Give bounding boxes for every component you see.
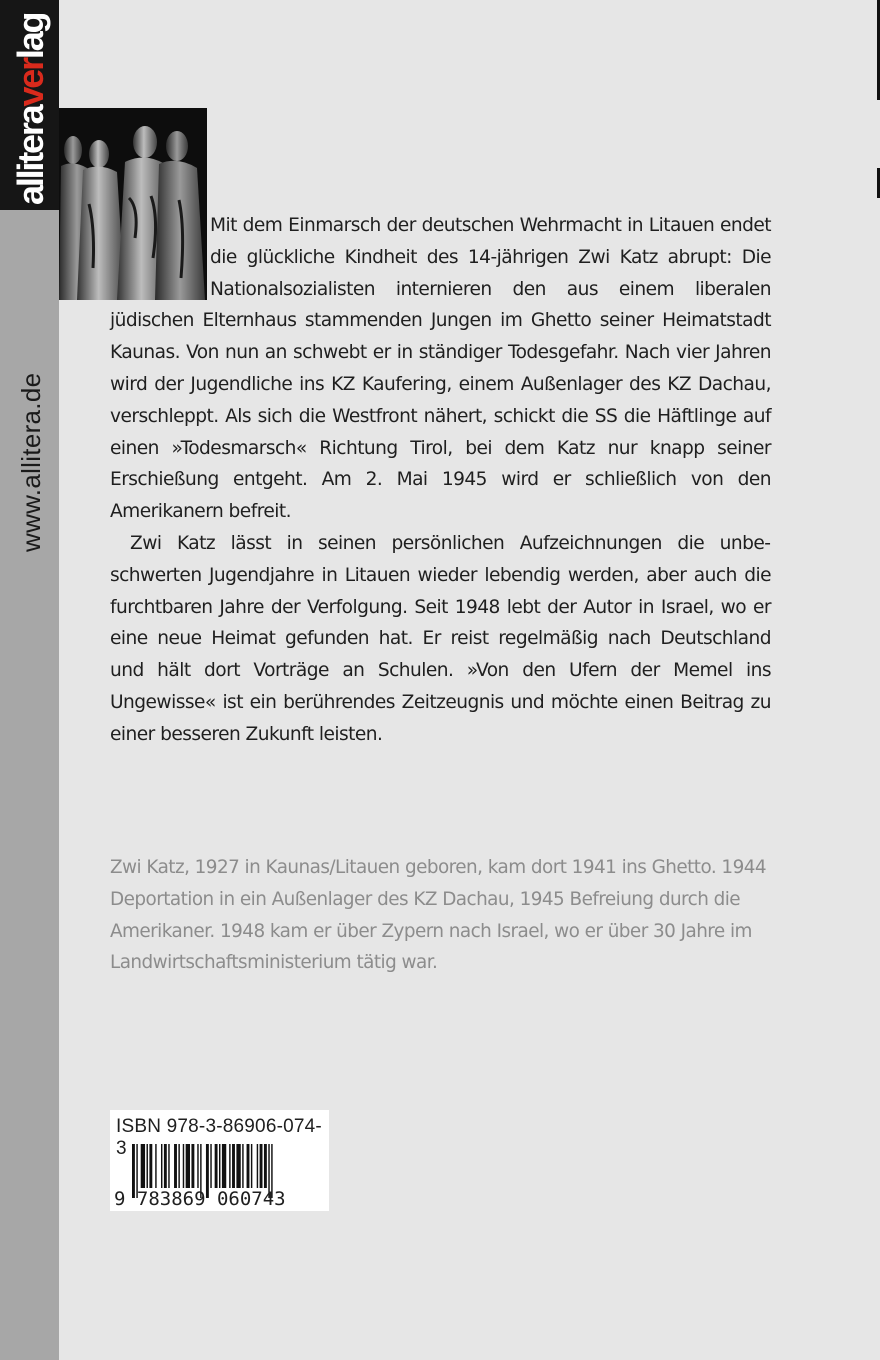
author-bio-text: Zwi Katz, 1927 in Kaunas/Litauen geboren, kam dort 1941 ins Ghetto. 1944 Deportation in ein Außenlager des KZ Dachau, 1945 Befreiung durch die Amerikaner. 1948 kam er über Zypern nach Israel, wo er über 30 Jahre im Landwirtschaftsministerium tätig war. (110, 857, 767, 974)
blurb-paragraph-2: Zwi Katz lässt in seinen persönlichen Aufzeichnungen die unbeschwerten Jugendjahre in Litauen wieder lebendig werden, aber auch die furchtbaren Jahre der Verfolgung. Seit 1948 lebt der Autor in Israel, wo er eine neue Heimat gefunden hat. Er reist regelmäßig nach Deutschland und hält dort Vorträge an Schulen. »Von den Ufern der Memel ins Ungewisse« ist ein berührendes Zeitzeugnis und möchte einen Beitrag zu einer besseren Zukunft leisten. (110, 532, 771, 745)
publisher-logo (0, 0, 59, 210)
isbn-barcode (110, 1110, 329, 1211)
blurb-paragraph-1: Mit dem Einmarsch der deutschen Wehrmacht in Litauen endet die glückliche Kindheit des 14-jährigen Zwi Katz abrupt: Die Nationalsozialisten internieren den aus einem liberalen jüdischen Elternhaus stammenden Jungen im Ghetto seiner Heimatstadt Kaunas. Von nun an schwebt er in ständiger Todesgefahr. Nach vier Jahren wird der Jugendliche ins KZ Kaufering, einem Außenlager des KZ Dachau, verschleppt. Als sich die Westfront nähert, schickt die SS die Häftlinge auf einen »Todesmarsch« Richtung Tirol, bei dem Katz nur knapp seiner Erschießung entgeht. Am 2. Mai 1945 wird er schließlich von den Amerikanern befreit. (110, 215, 771, 523)
blurb-text (110, 210, 771, 751)
barcode-digits: 9 783869 060743 (114, 1188, 286, 1210)
author-bio (110, 852, 775, 979)
isbn-label: ISBN 978-3-86906-074-3 (116, 1116, 322, 1159)
publisher-url: www.allitera.de (16, 372, 46, 552)
edge-marks (874, 0, 880, 400)
book-spine (0, 0, 59, 1360)
publisher-logo-text: alliteraverlag (10, 13, 51, 205)
